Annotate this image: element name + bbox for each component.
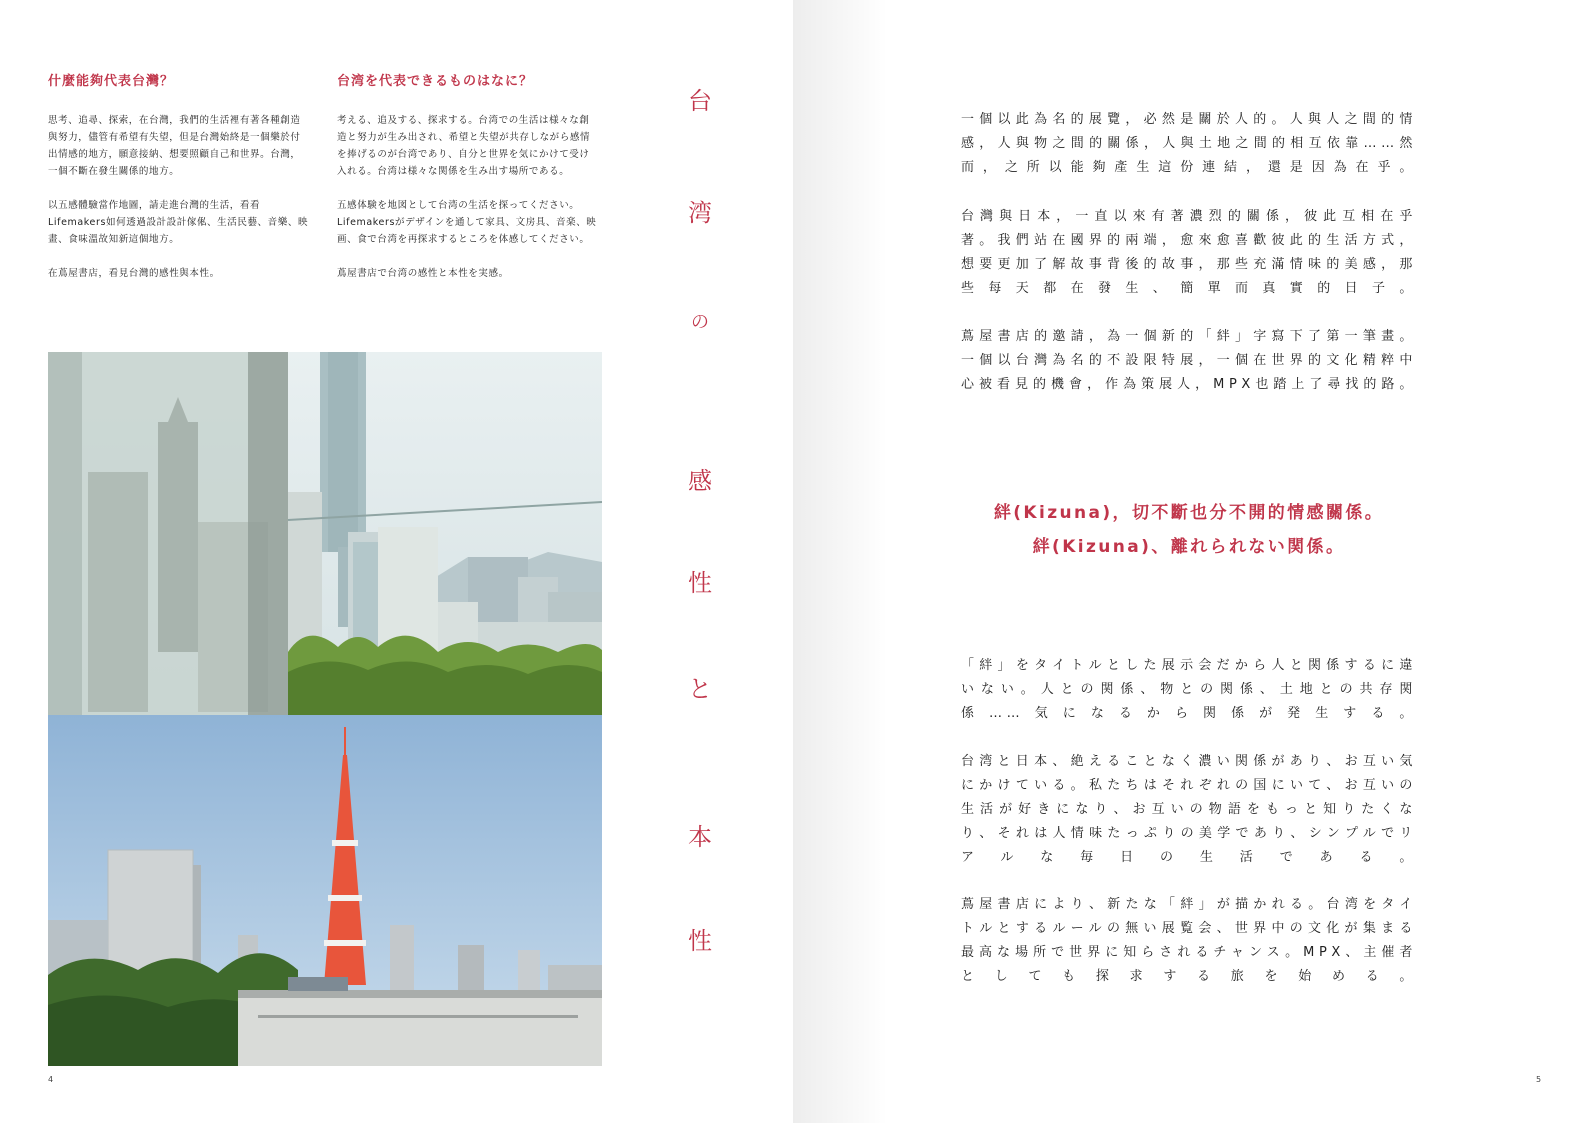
- intro-heading-ja: 台湾を代表できるものはなに？: [337, 74, 534, 89]
- intro-paragraph-ja-1: 考える、追及する、探求する。台湾での生活は様々な創造と努力が生み出され、希望と失望が共存しながら感情を捧げるのが台湾であり、自分と世界を気にかけて受け入れる。台湾は様々な関係を生み出す場所である。: [337, 115, 591, 177]
- vertical-title-char-8: 性: [688, 927, 712, 955]
- vertical-title-char-5: 性: [688, 569, 712, 597]
- vertical-title-char-4: 感: [688, 467, 712, 495]
- pull-quote: [961, 496, 1417, 564]
- book-gutter-shadow: [793, 0, 888, 1123]
- body-zh-paragraph-1: [961, 108, 1417, 180]
- body-zh-paragraph-2: [961, 205, 1417, 301]
- vertical-title-char-6: と: [688, 675, 712, 703]
- body-ja-text-3: 蔦屋書店により、新たな「絆」が描かれる。台湾をタイトルとするルールの無い展覧会、世界中の文化が集まる最高な場所で世界に知らされるチャンス。MPX、主催者としても探求する旅を始める。: [961, 897, 1417, 984]
- intro-paragraph-zh-3: 在蔦屋書店，看見台灣的感性與本性。: [48, 268, 220, 279]
- intro-paragraph-zh-1: 思考、追尋、探索，在台灣，我們的生活裡有著各種創造與努力，儘管有希望有失望，但是台灣始終是一個樂於付出情感的地方，願意接納、想要照顧自己和世界。台灣，一個不斷在發生關係的地方。: [48, 115, 301, 177]
- body-zh-text-1: 一個以此為名的展覽，必然是關於人的。人與人之間的情感，人與物之間的關係，人與土地之間的相互依靠……然而，之所以能夠產生這份連結，還是因為在乎。: [961, 112, 1417, 175]
- body-ja-text-1: 「絆」をタイトルとした展示会だから人と関係するに違いない。人との関係、物との関係、土地との共存関係……気になるから関係が発生する。: [961, 658, 1417, 721]
- intro-chinese-column: [48, 72, 310, 299]
- photo-stack: [48, 352, 602, 1066]
- vertical-title-char-1: 台: [688, 87, 712, 115]
- page-number-left: 4: [48, 1075, 54, 1084]
- intro-paragraph-zh-2: 以五感體驗當作地圖，請走進台灣的生活，看看Lifemakers如何透過設計設計傢俬、生活民藝、音樂、映畫、食味溫故知新這個地方。: [48, 200, 309, 245]
- body-ja-paragraph-2: [961, 750, 1417, 870]
- vertical-title-char-2: 湾: [688, 199, 712, 227]
- taipei-skyline-photo: [48, 352, 602, 715]
- body-ja-paragraph-3: [961, 893, 1417, 989]
- vertical-title: [683, 86, 717, 976]
- tokyo-tower-photo: [48, 715, 602, 1066]
- intro-japanese-column: [337, 72, 599, 299]
- pull-quote-zh: 絆(Kizuna)，切不斷也分不開的情感關係。: [993, 503, 1385, 523]
- vertical-title-char-7: 本: [688, 823, 712, 851]
- left-page: [0, 0, 793, 1123]
- body-ja-paragraph-1: [961, 654, 1417, 726]
- vertical-title-char-3: の: [691, 312, 709, 333]
- body-zh-paragraph-3: [961, 325, 1417, 397]
- intro-heading-zh: 什麼能夠代表台灣？: [48, 74, 175, 89]
- pull-quote-ja: 絆(Kizuna)、離れられない関係。: [1032, 537, 1346, 557]
- intro-paragraph-ja-2: 五感体験を地図として台湾の生活を探ってください。Lifemakersがデザインを通して家具、文房具、音楽、映画、食で台湾を再探求するところを体感してください。: [337, 200, 597, 245]
- intro-paragraph-ja-3: 蔦屋書店で台湾の感性と本性を実感。: [337, 268, 509, 279]
- page-number-right: 5: [1536, 1075, 1542, 1084]
- body-ja-text-2: 台湾と日本、絶えることなく濃い関係があり、お互い気にかけている。私たちはそれぞれの国にいて、お互いの生活が好きになり、お互いの物語をもっと知りたくなり、それは人情味たっぷりの美学であり、シンプルでリアルな毎日の生活である。: [961, 754, 1417, 865]
- body-zh-text-3: 蔦屋書店的邀請，為一個新的「絆」字寫下了第一筆畫。一個以台灣為名的不設限特展，一個在世界的文化精粹中心被看見的機會，作為策展人，MPX也踏上了尋找的路。: [961, 329, 1417, 392]
- body-zh-text-2: 台灣與日本，一直以來有著濃烈的關係，彼此互相在乎著。我們站在國界的兩端，愈來愈喜歡彼此的生活方式，想要更加了解故事背後的故事，那些充滿情味的美感，那些每天都在發生、簡單而真實的日子。: [961, 209, 1417, 296]
